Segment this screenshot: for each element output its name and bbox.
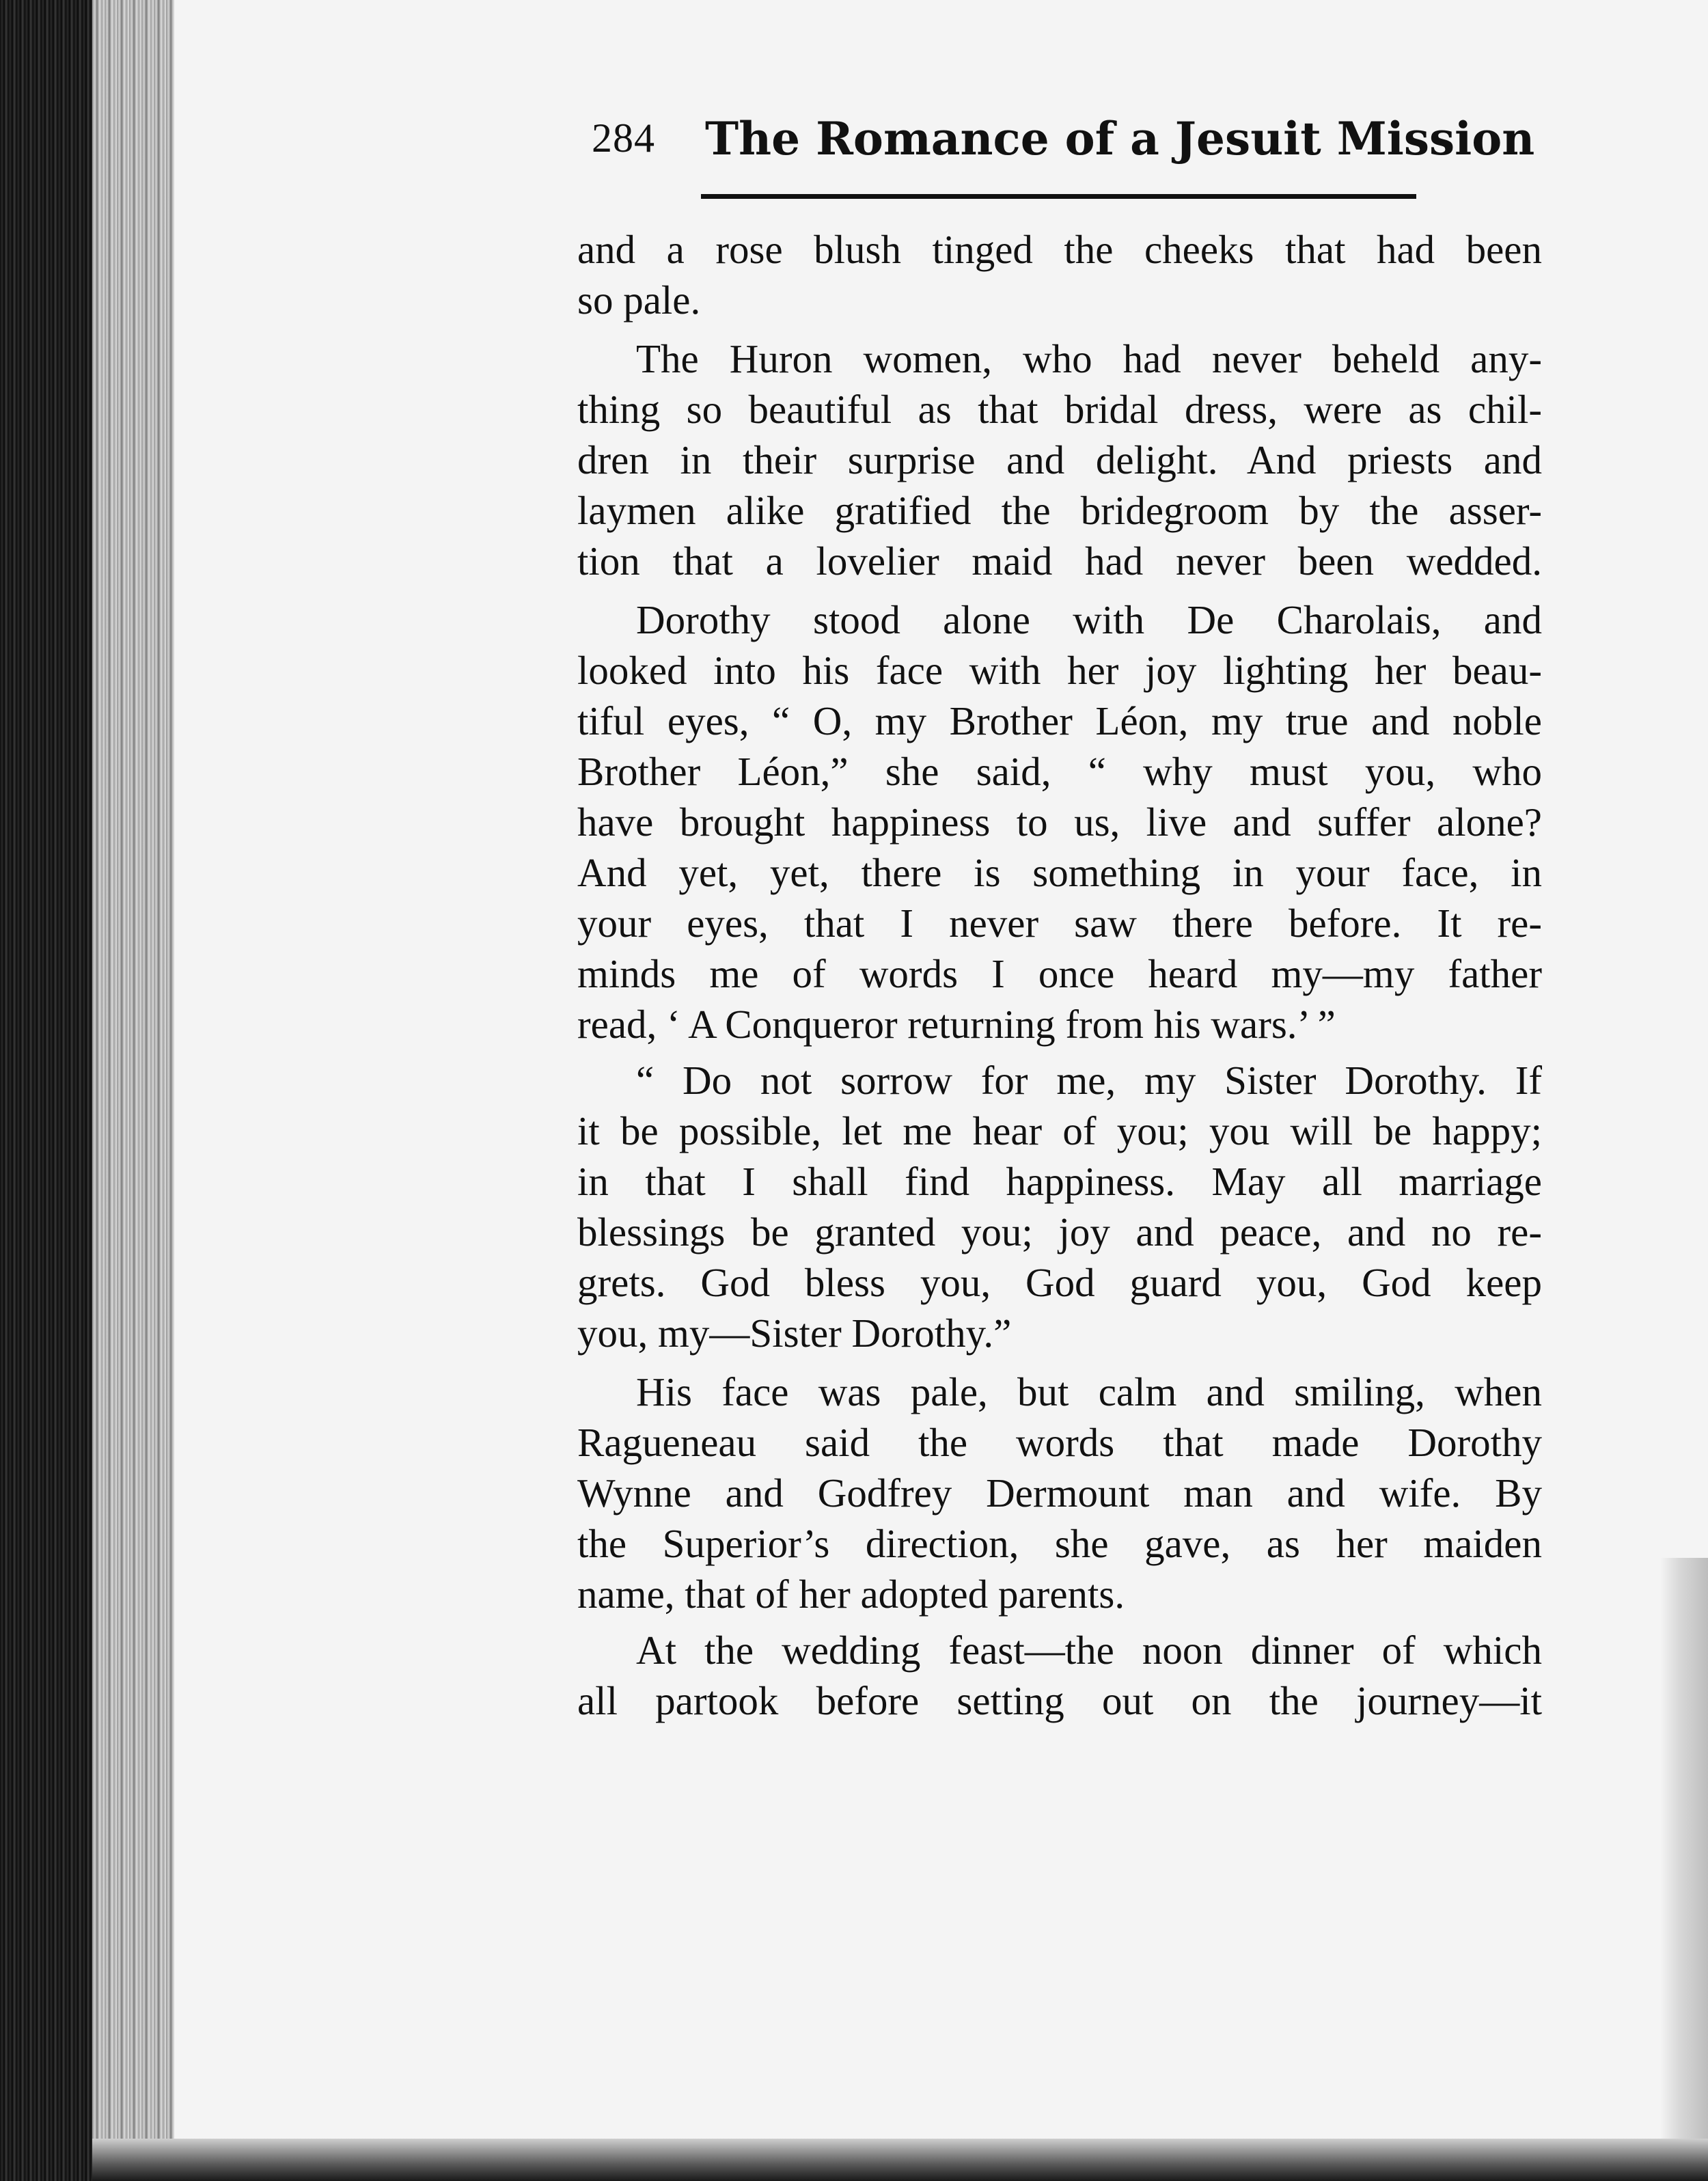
text-line: and a rose blush tinged the cheeks that had been	[577, 227, 1542, 272]
text-line: laymen alike gratified the bridegroom by the asser-	[577, 488, 1542, 533]
text-line: looked into his face with her joy lighting her beau-	[577, 648, 1542, 693]
text-line: your eyes, that I never saw there before. It re-	[577, 901, 1542, 946]
text-line: tion that a lovelier maid had never been wedded.	[577, 538, 1542, 584]
text-line: read, ‘ A Conqueror returning from his wars.’ ”	[577, 1002, 1336, 1047]
text-line: grets. God bless you, God guard you, God keep	[577, 1260, 1542, 1305]
text-line: you, my—Sister Dorothy.”	[577, 1311, 1012, 1356]
text-line: “ Do not sorrow for me, my Sister Dorothy. If	[636, 1058, 1542, 1103]
text-line: the Superior’s direction, she gave, as her maiden	[577, 1521, 1542, 1566]
text-line: all partook before setting out on the journey—it	[577, 1678, 1542, 1723]
text-line: Dorothy stood alone with De Charolais, and	[636, 597, 1542, 642]
page-shadow	[1660, 1558, 1708, 2139]
page-bottom-shadow	[92, 2139, 1708, 2181]
text-line: And yet, yet, there is something in your face, in	[577, 850, 1542, 895]
text-line: His face was pale, but calm and smiling, when	[636, 1369, 1542, 1414]
page-number: 284	[592, 115, 655, 161]
page-edges	[92, 0, 174, 2181]
text-line: minds me of words I once heard my—my father	[577, 951, 1542, 996]
text-line: Ragueneau said the words that made Dorothy	[577, 1420, 1542, 1465]
text-line: tiful eyes, “ O, my Brother Léon, my true and noble	[577, 698, 1542, 743]
text-line: name, that of her adopted parents.	[577, 1572, 1125, 1617]
text-line: dren in their surprise and delight. And priests and	[577, 437, 1542, 482]
text-line: The Huron women, who had never beheld any-	[636, 336, 1542, 381]
text-line: At the wedding feast—the noon dinner of which	[636, 1628, 1542, 1673]
text-line: so pale.	[577, 277, 701, 323]
running-title: The Romance of a Jesuit Mission	[705, 112, 1535, 165]
text-line: thing so beautiful as that bridal dress, were as chil-	[577, 387, 1542, 432]
text-line: it be possible, let me hear of you; you will be happy;	[577, 1108, 1542, 1153]
text-line: in that I shall find happiness. May all marriage	[577, 1159, 1542, 1204]
book-binding	[0, 0, 92, 2181]
text-line: Brother Léon,” she said, “ why must you, who	[577, 749, 1542, 794]
page-header	[592, 112, 1535, 176]
text-line: have brought happiness to us, live and suffer alone?	[577, 799, 1542, 845]
text-line: blessings be granted you; joy and peace, and no re-	[577, 1209, 1542, 1254]
header-rule	[701, 194, 1416, 199]
text-line: Wynne and Godfrey Dermount man and wife. By	[577, 1470, 1542, 1515]
